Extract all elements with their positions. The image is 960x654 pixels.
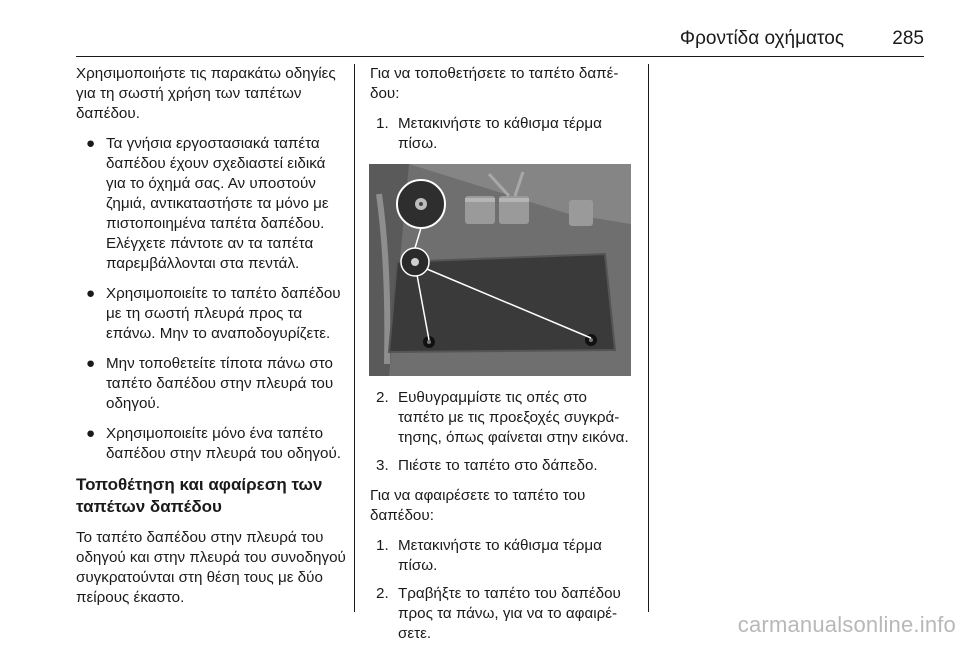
header-rule [76, 56, 924, 57]
bullet-icon: ● [86, 135, 96, 152]
list-item: 1. Μετακινήστε το κάθισμα τέρμα πίσω. [376, 537, 602, 574]
list-item: ● Μην τοποθετείτε τίποτα πάνω στο ταπέτο δαπέδου στην πλευρά του οδηγού. [86, 355, 334, 412]
install-intro: Για να τοποθετήσετε το ταπέτο δαπέδου: [370, 65, 619, 102]
list-item: 1. Μετακινήστε το κάθισμα τέρμα πίσω. [376, 115, 602, 152]
watermark: carmanualsonline.info [737, 612, 956, 637]
section-heading: Τοποθέτηση και αφαίρεση των ταπέτων δαπέδου [76, 475, 323, 516]
bullet-icon: ● [86, 355, 96, 372]
chapter-title: Φροντίδα οχήματος [679, 28, 844, 49]
list-item: 3. Πιέστε το ταπέτο στο δάπεδο. [376, 457, 598, 474]
page-number: 285 [892, 28, 924, 49]
install-steps [370, 114, 632, 154]
remove-steps [370, 536, 632, 644]
list-item: 2. Ευθυγραμμίστε τις οπές στο ταπέτο με τις προεξοχές συγκράτησης, όπως φαίνεται στην εικόνα. [376, 389, 629, 446]
list-item: ● Τα γνήσια εργοστασιακά ταπέτα δαπέδου έχουν σχεδιαστεί ειδικά για το όχημά σας. Αν υποστούν ζημιά, αντικαταστήστε τα μόνο με πιστοποιημένα ταπέτα δαπέδου. Ελέγχετε πάντοτε αν τα ταπέτα παρεμβάλλονται στα πεντάλ. [86, 135, 329, 272]
list-item: ● Χρησιμοποιείτε το ταπέτο δαπέδου με τη σωστή πλευρά προς τα επάνω. Μην το αναποδογυρίζετε. [86, 285, 341, 342]
remove-intro: Για να αφαιρέσετε το ταπέτο του δαπέδου: [370, 487, 586, 524]
page-header [0, 22, 924, 52]
guidelines-list [76, 134, 348, 464]
bullet-icon: ● [86, 285, 96, 302]
list-item: 2. Τραβήξτε το ταπέτο του δαπέδου προς τα πάνω, για να το αφαιρέσετε. [376, 585, 621, 642]
column-divider-right [648, 64, 649, 612]
floor-mat-illustration [369, 164, 631, 376]
list-item: ● Χρησιμοποιείτε μόνο ένα ταπέτο δαπέδου στην πλευρά του οδηγού. [86, 425, 341, 462]
install-steps-continued [370, 388, 632, 476]
column-divider [354, 64, 355, 612]
left-column [76, 64, 348, 618]
right-column [370, 64, 632, 654]
bullet-icon: ● [86, 425, 96, 442]
body-paragraph: Το ταπέτο δαπέδου στην πλευρά του οδηγού και στην πλευρά του συνοδηγού συγκρατούνται στη θέση τους με δύο πείρους έκαστο. [76, 529, 346, 606]
intro-paragraph: Χρησιμοποιήστε τις παρακάτω οδηγίες για τη σωστή χρήση των ταπέτων δαπέδου. [76, 65, 336, 122]
